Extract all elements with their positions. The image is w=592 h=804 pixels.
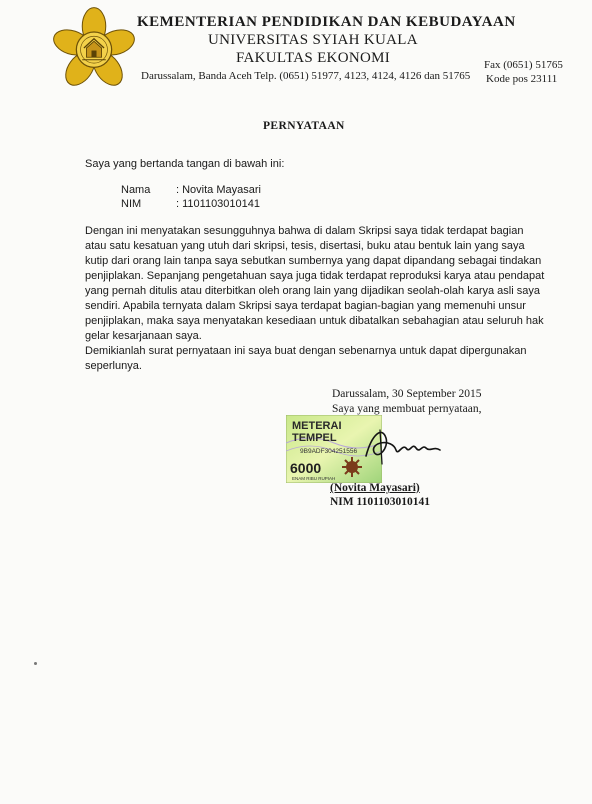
intro-text: Saya yang bertanda tangan di bawah ini: xyxy=(85,158,285,170)
signer-name: (Novita Mayasari) xyxy=(330,482,420,494)
body-line: yang pernah ditulis atau diterbitkan oleh orang lain yang dijadikan seolah-olah karya asli saya xyxy=(85,285,540,297)
place-date: Darussalam, 30 September 2015 xyxy=(332,388,482,400)
emblem-icon xyxy=(342,457,362,477)
body-line: Demikianlah surat pernyataan ini saya buat dengan sebenarnya untuk dapat dipergunakan xyxy=(85,345,527,357)
identity-label-nim: NIM xyxy=(121,198,142,210)
body-line: gelar kesarjanaan saya. xyxy=(85,330,202,342)
stamp-label-1: METERAI xyxy=(292,420,342,432)
stamp-caption: ENAM RIBU RUPIAH xyxy=(292,476,336,481)
letterhead-fax: Fax (0651) 51765 xyxy=(484,59,563,71)
body-line: penjiplakan, maka saya menyatakan kesediaan untuk dibatalkan sebahagian atau seluruh hak xyxy=(85,315,544,327)
body-line: atau satu kesatuan yang utuh dari skripsi, tesis, disertasi, buku atau bentuk lain yang saya xyxy=(85,240,525,252)
body-line: Dengan ini menyatakan sesungguhnya bahwa di dalam Skripsi saya tidak terdapat bagian xyxy=(85,225,524,237)
body-line: seperlunya. xyxy=(85,360,142,372)
handwritten-signature-icon xyxy=(360,420,444,470)
stamp-amount: 6000 xyxy=(290,460,322,476)
faculty-name: FAKULTAS EKONOMI xyxy=(236,50,391,66)
university-crest-icon xyxy=(52,6,136,90)
stamp-serial: 9B9ADF304251556 xyxy=(300,448,358,455)
body-line: sendiri. Apabila ternyata dalam Skripsi saya terdapat bagian-bagian yang memenuhi unsur xyxy=(85,300,526,312)
body-line: penjiplakan. Sepanjang pengetahuan saya juga tidak terdapat reproduksi karya atau pendapat xyxy=(85,270,545,282)
identity-label-name: Nama xyxy=(121,184,151,196)
statement-by: Saya yang membuat pernyataan, xyxy=(332,403,482,415)
body-line: kutip dari orang lain tanpa saya sebutkan sumbernya yang dapat dipandang sebagai tindakan xyxy=(85,255,542,267)
scan-speck xyxy=(34,662,37,665)
letterhead-address: Darussalam, Banda Aceh Telp. (0651) 51977, 4123, 4124, 4126 dan 51765 xyxy=(141,70,471,82)
document-title: PERNYATAAN xyxy=(263,120,345,132)
letterhead-postal-code: Kode pos 23111 xyxy=(486,73,558,85)
statement-body xyxy=(85,224,565,374)
identity-value-name: : Novita Mayasari xyxy=(176,184,261,196)
ministry-name: KEMENTERIAN PENDIDIKAN DAN KEBUDAYAAN xyxy=(137,14,516,30)
stamp-label-2: TEMPEL xyxy=(292,432,337,444)
university-name: UNIVERSITAS SYIAH KUALA xyxy=(208,32,418,48)
identity-value-nim: : 1101103010141 xyxy=(176,198,261,210)
signer-nim: NIM 1101103010141 xyxy=(330,496,430,508)
